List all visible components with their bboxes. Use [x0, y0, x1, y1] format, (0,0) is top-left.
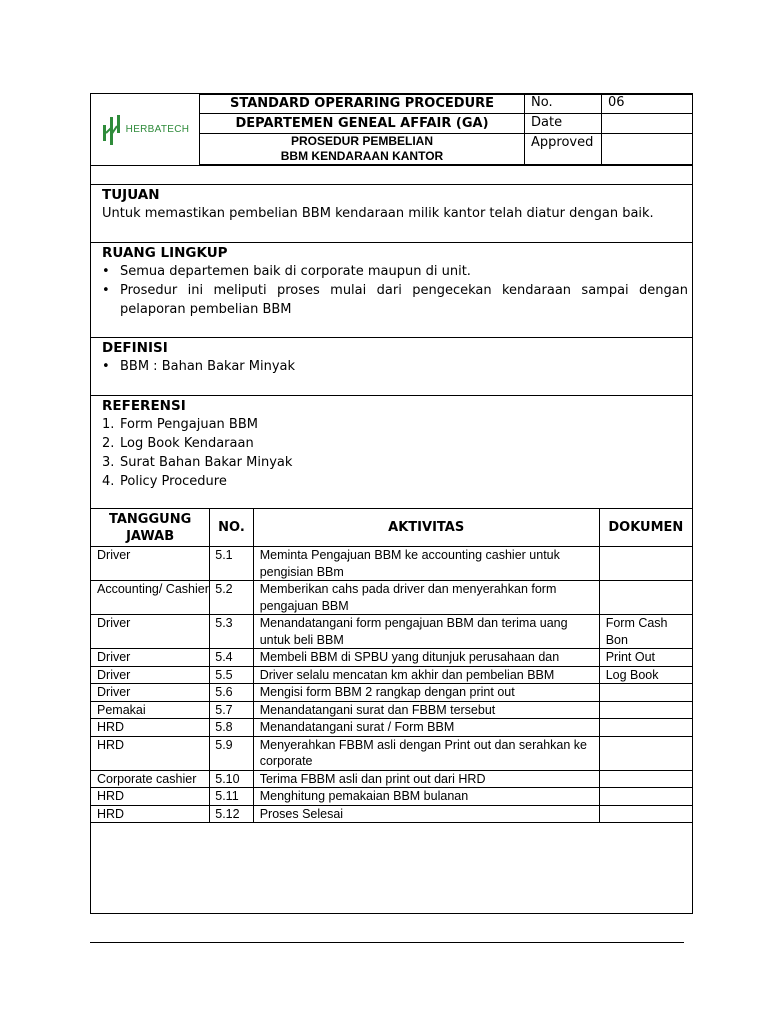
ruang-lingkup-section	[102, 244, 688, 319]
logo-cell	[91, 94, 200, 165]
procedure-title-line2: BBM KENDARAAN KANTOR	[280, 149, 444, 163]
table-row: HRD 5.12 Proses Selesai	[91, 805, 693, 823]
table-row: Accounting/ Cashier 5.2 Memberikan cahs pada driver dan menyerahkan form pengajuan BBM	[91, 581, 693, 615]
no-value: 06	[608, 95, 625, 110]
table-row: Driver 5.3 Menandatangani form pengajuan BBM dan terima uang untuk beli BBM Form Cash Bon	[91, 615, 693, 649]
no-label: No.	[525, 94, 602, 113]
header-aktivitas: AKTIVITAS	[253, 509, 599, 547]
header-row-1	[200, 94, 692, 114]
logo-text: HERBATECH	[125, 124, 190, 135]
ruang-lingkup-heading: RUANG LINGKUP	[102, 245, 228, 261]
bullet-icon: •	[102, 264, 110, 279]
referensi-heading: REFERENSI	[102, 398, 186, 414]
header-row-3	[200, 134, 692, 165]
date-value	[602, 114, 692, 133]
herbatech-logo	[101, 113, 190, 147]
approved-value	[602, 134, 692, 164]
definisi-section	[102, 339, 688, 376]
approved-label: Approved	[525, 134, 602, 164]
list-item: 2. Log Book Kendaraan	[102, 436, 254, 451]
procedure-title-line1: PROSEDUR PEMBELIAN	[290, 134, 433, 148]
header-no: NO.	[210, 509, 253, 547]
list-item: 3. Surat Bahan Bakar Minyak	[102, 455, 293, 470]
tujuan-text: Untuk memastikan pembelian BBM kendaraan milik kantor telah diatur dengan baik.	[102, 206, 654, 221]
bullet-icon: •	[102, 359, 110, 374]
list-item: 4. Policy Procedure	[102, 474, 227, 489]
table-row: HRD 5.8 Menandatangani surat / Form BBM	[91, 719, 693, 737]
table-row: Driver 5.6 Mengisi form BBM 2 rangkap dengan print out	[91, 684, 693, 702]
bullet-icon: •	[102, 283, 110, 298]
table-row: Driver 5.5 Driver selalu mencatan km akhir dan pembelian BBM Log Book	[91, 666, 693, 684]
table-row: Corporate cashier 5.10 Terima FBBM asli dan print out dari HRD	[91, 770, 693, 788]
procedure-title	[200, 134, 525, 164]
table-row: HRD 5.9 Menyerahkan FBBM asli dengan Print out dan serahkan ke corporate	[91, 736, 693, 770]
department-title: DEPARTEMEN GENEAL AFFAIR (GA)	[200, 114, 525, 133]
sop-title: STANDARD OPERARING PROCEDURE	[200, 94, 525, 113]
definisi-heading: DEFINISI	[102, 340, 168, 356]
herbatech-leaf-icon	[101, 113, 123, 147]
list-item: • Semua departemen baik di corporate maupun di unit.	[102, 264, 471, 279]
list-item: • Prosedur ini meliputi proses mulai dari pengecekan kendaraan sampai dengan pelaporan pembelian BBM	[102, 283, 688, 317]
referensi-section	[102, 397, 688, 491]
list-item: 1. Form Pengajuan BBM	[102, 417, 258, 432]
footer-line	[90, 942, 684, 943]
list-item: • BBM : Bahan Bakar Minyak	[102, 359, 296, 374]
table-row: Pemakai 5.7 Menandatangani surat dan FBBM tersebut	[91, 701, 693, 719]
sop-document-frame	[90, 93, 693, 914]
date-label: Date	[525, 114, 602, 133]
tujuan-section	[102, 186, 688, 223]
table-row: HRD 5.11 Menghitung pemakaian BBM bulanan	[91, 788, 693, 806]
activity-table	[90, 508, 693, 823]
header-tanggung-jawab: TANGGUNG JAWAB	[91, 509, 210, 547]
table-row: Driver 5.1 Meminta Pengajuan BBM ke accounting cashier untuk pengisian BBm	[91, 547, 693, 581]
sop-header	[91, 94, 692, 165]
tujuan-heading: TUJUAN	[102, 187, 160, 203]
header-dokumen: DOKUMEN	[599, 509, 692, 547]
table-header-row	[91, 509, 693, 547]
table-row: Driver 5.4 Membeli BBM di SPBU yang ditunjuk perusahaan dan Print Out	[91, 649, 693, 667]
header-row-2	[200, 114, 692, 134]
